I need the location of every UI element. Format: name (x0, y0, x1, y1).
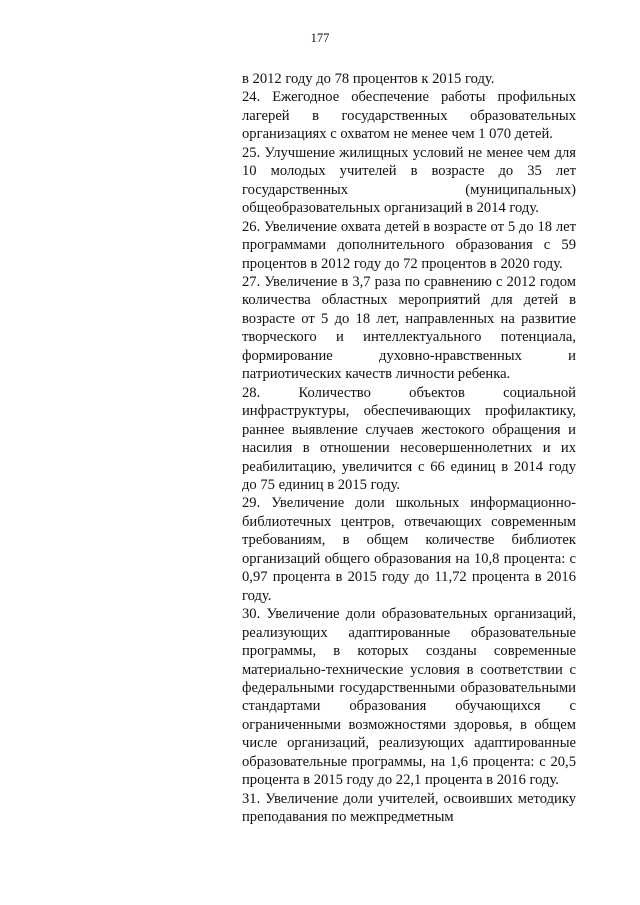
paragraph-24: 24. Ежегодное обеспечение работы профильных лагерей в государственных образовательных организациях с охватом не менее чем 1 070 детей. (242, 89, 576, 143)
page-number: 177 (310, 31, 330, 45)
paragraph-continuation: в 2012 году до 78 процентов к 2015 году. (242, 71, 495, 87)
paragraph-30: 30. Увеличение доли образовательных организаций, реализующих адаптированные образовательные программы, в которых созданы современные материально-технические условия в соответствии с федеральными государственными образовательными стандартами образования обучающихся с ограниченными возможностями здоровья, в общем числе организаций, реализующих адаптированные образовательные программы, на 1,6 процента: с 20,5 процента в 2015 году до 22,1 процента в 2016 году. (242, 606, 576, 789)
paragraph-26: 26. Увеличение охвата детей в возрасте от 5 до 18 лет программами дополнительного образования с 59 процентов в 2012 году до 72 процентов в 2020 году. (242, 218, 576, 272)
paragraph-29: 29. Увеличение доли школьных информационно-библиотечных центров, отвечающих современным требованиям, в общем количестве библиотек организаций общего образования на 10,8 процента: с 0,97 процента в 2015 году до 11,72 процента в 2016 году. (242, 495, 576, 604)
paragraph-31: 31. Увеличение доли учителей, освоивших методику преподавания по межпредметным (242, 790, 576, 826)
paragraph-27: 27. Увеличение в 3,7 раза по сравнению с 2012 годом количества областных мероприятий для детей в возрасте от 5 до 18 лет, направленных на развитие творческого и интеллектуального потенциала, формирование духовно-нравственных и патриотических качеств личности ребенка. (242, 273, 576, 383)
paragraph-25: 25. Улучшение жилищных условий не менее чем для 10 молодых учителей в возрасте до 35 лет государственных (муниципальных) общеобразовательных организаций в 2014 году. (242, 144, 576, 217)
paragraph-28: 28. Количество объектов социальной инфраструктуры, обеспечивающих профилактику, раннее выявление случаев жестокого обращения и насилия в отношении несовершеннолетних и их реабилитацию, увеличится с 66 единиц в 2014 году до 75 единиц в 2015 году. (242, 384, 576, 493)
body-text (242, 70, 576, 827)
